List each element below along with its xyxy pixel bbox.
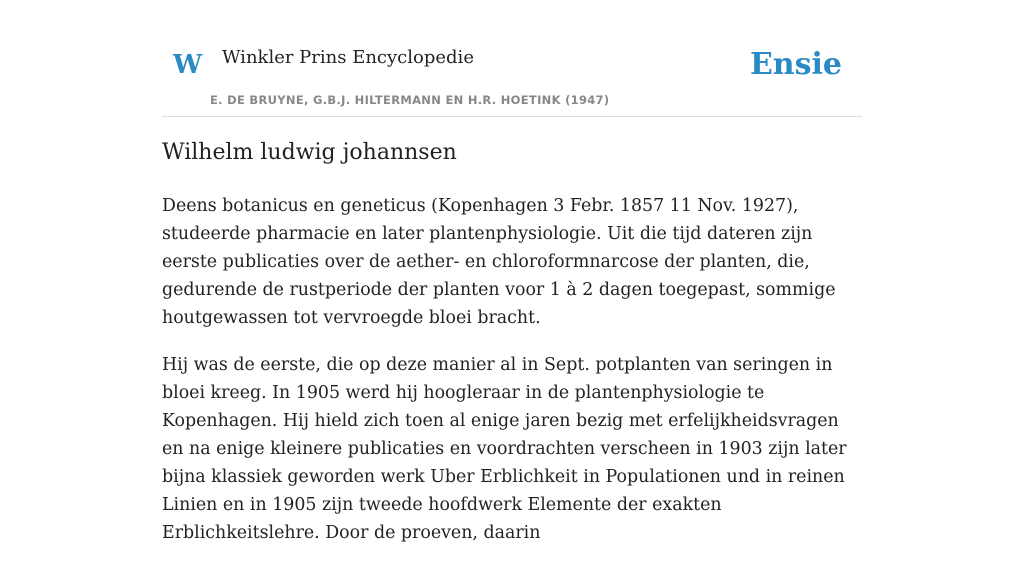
article-paragraph: Deens botanicus en geneticus (Kopenhagen 3 Febr. 1857 11 Nov. 1927), studeerde pharmacie en later plantenphysiologie. Uit die tijd dateren zijn eerste publicaties over de aether- en chloroformnarcose der planten, die, gedurende de rustperiode der planten voor 1 à 2 dagen toegepast, sommige houtgewassen tot vervroegde bloei bracht.: [162, 196, 836, 328]
header: [162, 0, 862, 117]
winkler-prins-logo[interactable]: W: [173, 50, 203, 80]
page: [162, 0, 862, 543]
article-body: [162, 192, 862, 566]
article-paragraph: Hij was de eerste, die op deze manier al in Sept. potplanten van seringen in bloei kreeg. In 1905 werd hij hoogleraar in de plantenphysiologie te Kopenhagen. Hij hield zich toen al enige jaren bezig met erfelijkheidsvragen en na enige kleinere publicaties en voordrachten verscheen in 1903 zijn later bijna klassiek geworden werk Uber Erblichkeit in Populationen und in reinen Linien en in 1905 zijn tweede hoofdwerk Elemente der exakten Erblichkeitslehre. Door de proeven, daarin: [162, 355, 847, 543]
book-authors: E. DE BRUYNE, G.B.J. HILTERMANN EN H.R. HOETINK (1947): [210, 93, 610, 107]
article-title: Wilhelm ludwig johannsen: [162, 140, 457, 165]
book-title[interactable]: Winkler Prins Encyclopedie: [222, 47, 474, 68]
ensie-logo[interactable]: Ensie: [749, 47, 842, 82]
